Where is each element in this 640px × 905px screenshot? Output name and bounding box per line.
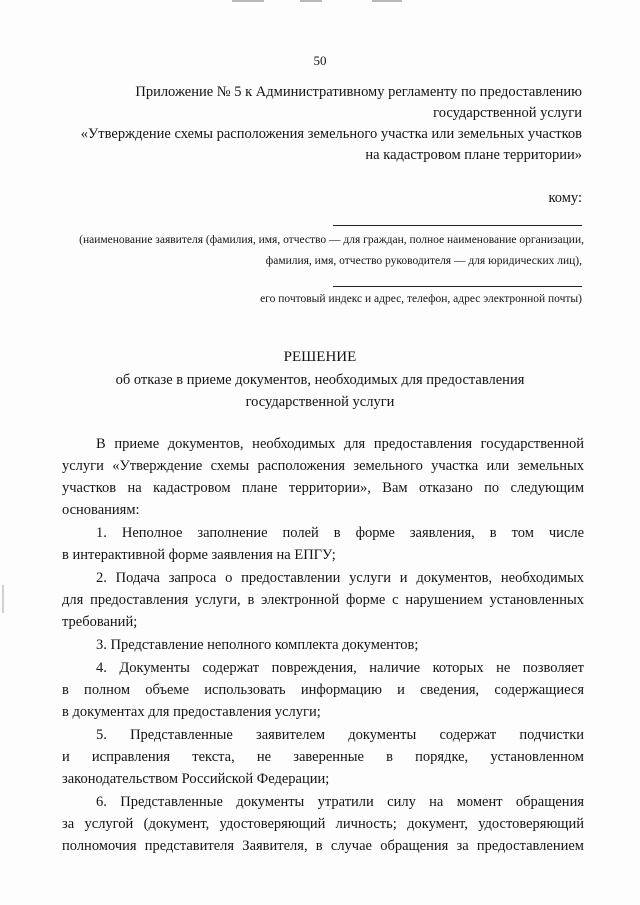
body-line: 4. Документы содержат повреждения, наличие которых не позволяет [96,660,584,676]
body-line: в документах для предоставления услуги; [62,704,321,720]
appendix-line: Приложение № 5 к Административному регламенту по предоставлению [135,84,582,100]
addressee-caption: его почтовый индекс и адрес, телефон, адрес электронной почты) [260,293,582,305]
appendix-line: «Утверждение схемы расположения земельного участка или земельных участков [80,126,582,142]
appendix-line: государственной услуги [433,105,582,121]
body-line: участков на кадастровом плане территории», Вам отказано по следующим [62,480,584,496]
body-line: для предоставления услуги, в электронной форме с нарушением установленных [62,592,584,608]
appendix-line: на кадастровом плане территории» [365,147,582,163]
body-line: в интерактивной форме заявления на ЕПГУ; [62,547,336,563]
body-line: основаниям: [62,502,140,518]
page-number: 50 [313,53,327,68]
decision-title: РЕШЕНИЕ [283,349,357,365]
body-line: 5. Представленные заявителем документы содержат подчистки [96,727,584,743]
body-line: В приеме документов, необходимых для предоставления государственной [96,436,584,452]
addressee-name-line [333,225,582,226]
decision-subtitle: об отказе в приеме документов, необходимых для предоставления [115,372,525,388]
addressee-caption: (наименование заявителя (фамилия, имя, отчество — для граждан, полное наименование организации, [79,234,584,246]
body-line: за услугой (документ, удостоверяющий личность; документ, удостоверяющий [62,816,584,832]
body-line: 3. Представление неполного комплекта документов; [96,637,419,653]
scan-mark [372,0,402,2]
body-line: требований; [62,614,138,630]
scan-edge-mark [2,585,4,613]
body-line: полномочия представителя Заявителя, в случае обращения за предоставлением [62,838,584,854]
body-line: в полном объеме использовать информацию и сведения, содержащиеся [62,682,584,698]
decision-subtitle: государственной услуги [245,394,395,410]
body-line: законодательством Российской Федерации; [62,771,330,787]
body-line: и исправления текста, не заверенные в порядке, установленном [62,749,584,765]
body-line: услуги «Утверждение схемы расположения земельного участка или земельных [62,458,584,474]
body-line: 6. Представленные документы утратили силу на момент обращения [96,794,584,810]
scan-mark [300,0,322,2]
body-line: 2. Подача запроса о предоставлении услуги и документов, необходимых [96,570,584,586]
addressee-address-line [333,286,582,287]
to-label: кому: [548,190,582,206]
body-line: 1. Неполное заполнение полей в форме заявления, в том числе [96,525,584,541]
scan-mark [232,0,264,2]
addressee-caption: фамилия, имя, отчество руководителя — для юридических лиц), [265,255,582,267]
